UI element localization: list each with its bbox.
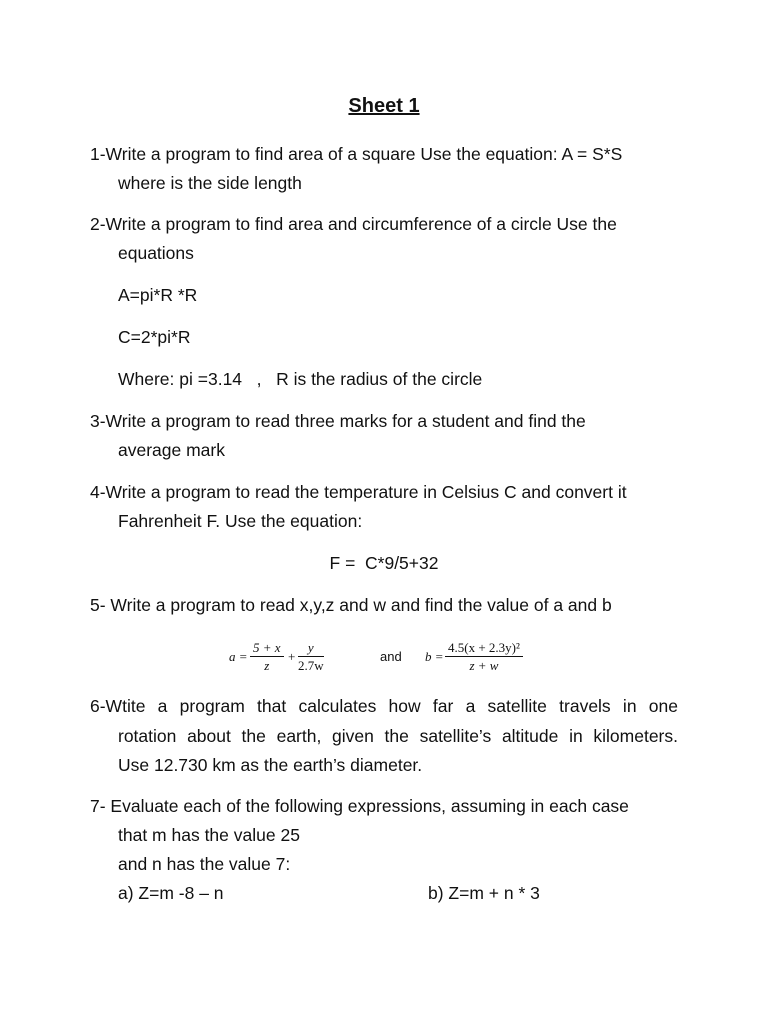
q1-line1: 1-Write a program to find area of a square Use the equation: A = S*S (90, 144, 623, 164)
formula-and: and (380, 649, 402, 664)
formula-b-numerator: 4.5(x + 2.3y)² (445, 639, 523, 657)
q1-line2: where is the side length (118, 173, 302, 193)
q2-line2: equations (118, 243, 194, 263)
formula-a-fraction1 (250, 639, 284, 674)
formula-a-frac2-numerator: y (298, 639, 324, 657)
q5-line1: 5- Write a program to read x,y,z and w and find the value of a and b (90, 595, 612, 615)
formula-a-lhs: a = (229, 649, 248, 664)
formula-a-frac1-denominator: z (264, 658, 270, 673)
q7-part-a: a) Z=m -8 – n (118, 883, 224, 903)
formula-b-fraction (445, 639, 523, 674)
q5-formula (0, 636, 768, 680)
q6-line3: Use 12.730 km as the earth’s diameter. (118, 755, 423, 775)
q7-line3: and n has the value 7: (118, 854, 291, 874)
q7-part-b: b) Z=m + n * 3 (428, 883, 540, 903)
q6-line1: 6-Wtite a program that calculates how far a satellite travels in one (90, 696, 678, 716)
formula-a-frac2-denominator: 2.7w (298, 658, 324, 673)
q4-line1: 4-Write a program to read the temperature in Celsius C and convert it (90, 482, 627, 502)
q7-line2: that m has the value 25 (118, 825, 300, 845)
formula-plus: + (288, 649, 296, 664)
q2-where: Where: pi =3.14 , R is the radius of the circle (118, 369, 483, 389)
q4-line2: Fahrenheit F. Use the equation: (118, 511, 363, 531)
page-title: Sheet 1 (348, 95, 420, 117)
formula-b-denominator: z + w (469, 658, 499, 673)
formula-a-frac1-numerator: 5 + x (250, 639, 284, 657)
q2-equation-circumference: C=2*pi*R (118, 327, 191, 347)
formula-a-fraction2 (298, 639, 324, 674)
q3-line1: 3-Write a program to read three marks for a student and find the (90, 411, 586, 431)
q2-line1: 2-Write a program to find area and circumference of a circle Use the (90, 214, 617, 234)
q7-line1: 7- Evaluate each of the following expressions, assuming in each case (90, 796, 629, 816)
q3-line2: average mark (118, 440, 225, 460)
formula-b-lhs: b = (425, 649, 444, 664)
q4-equation: F = C*9/5+32 (329, 553, 439, 573)
q2-equation-area: A=pi*R *R (118, 285, 198, 305)
q6-line2: rotation about the earth, given the satellite’s altitude in kilometers. (118, 726, 678, 746)
